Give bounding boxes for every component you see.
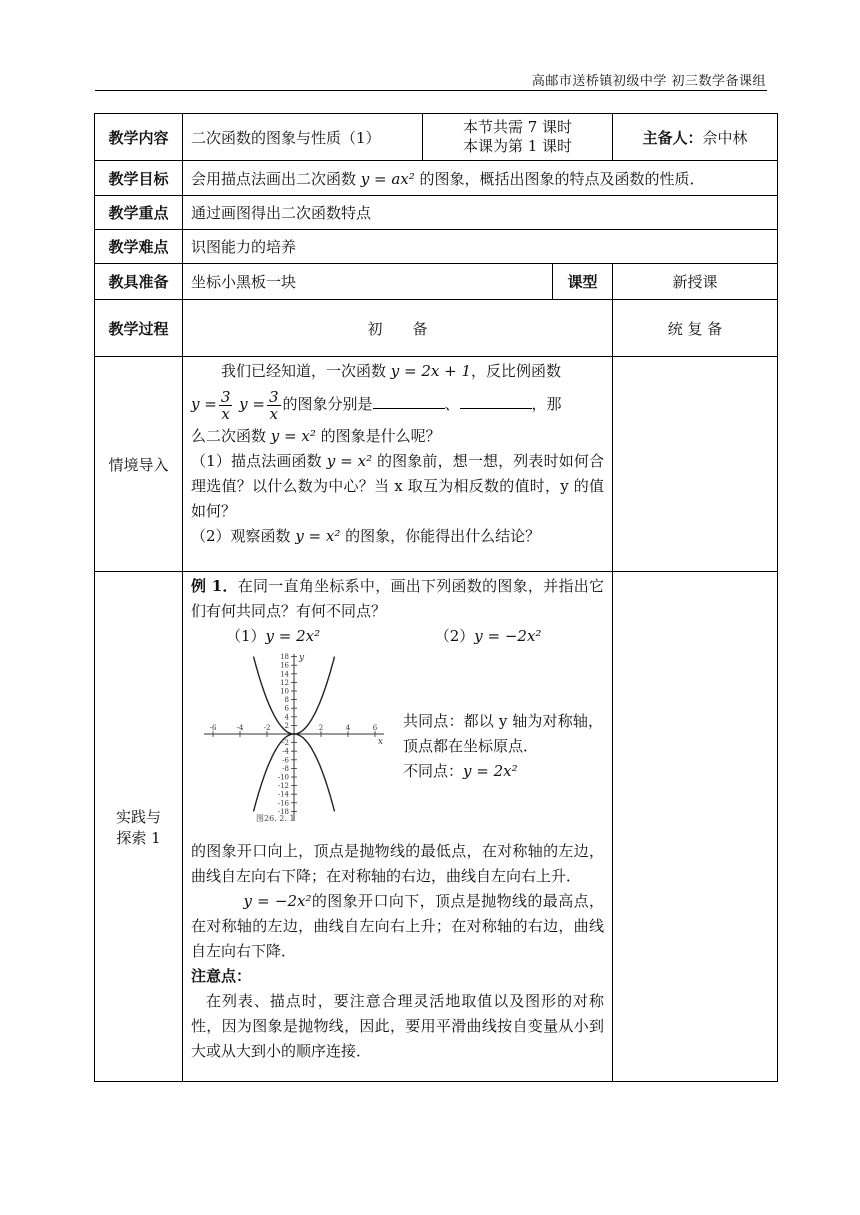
label-process: 教学过程 (95, 300, 183, 357)
graph-caption: 图26. 2. 1 (256, 814, 295, 823)
f1-no: （1） (226, 627, 266, 645)
x-tick-label: -2 (263, 724, 271, 732)
y-tick-label: 4 (284, 713, 289, 722)
intro-content (183, 357, 613, 572)
y-tick-label: -8 (282, 764, 289, 773)
intro-q1-formula: y = x² (326, 452, 373, 470)
f2-formula: y = −2x² (474, 627, 542, 645)
hours-current: 本课为第 1 课时 (462, 137, 573, 155)
x-tick-label: -6 (209, 724, 217, 732)
intro-sep: 、 (444, 395, 460, 413)
goal-pre: 会用描点法画出二次函数 (191, 169, 361, 188)
graph-side-text (403, 709, 603, 784)
f1-formula: y = 2x² (265, 627, 321, 645)
note-text: 在列表、描点时，要注意合理灵活地取值以及图形的对称性，因为图象是抛物线，因此，要用平滑曲线按自变量从小到大或从大到小的顺序连接． (191, 992, 604, 1060)
label-content: 教学内容 (95, 114, 183, 161)
intro-q1-pre: （1）描点法画函数 (191, 452, 327, 470)
col-review-prep: 统 复 备 (613, 300, 778, 357)
diff-pre: 不同点： (403, 762, 464, 780)
y-tick-label: 10 (280, 687, 289, 696)
y-tick-label: -10 (277, 773, 289, 782)
intro-p3-formula: y = x² (270, 427, 316, 445)
x-tick-label: -4 (236, 724, 244, 732)
frac1-num: 3 (220, 387, 231, 406)
y-axis-label: y (299, 653, 305, 663)
header-rule (95, 90, 767, 91)
common-point: 共同点：都以 y 轴为对称轴，顶点都在坐标原点． (403, 712, 603, 755)
lesson-type: 新授课 (613, 264, 778, 300)
neg-formula: y = −2x² (243, 892, 312, 910)
y-tick-label: -2 (282, 739, 289, 748)
preparer-label: 主备人： (642, 128, 703, 147)
intro-q2 (191, 524, 604, 549)
y-tick-label: -14 (277, 790, 289, 799)
y-tick-label: 18 (280, 653, 289, 662)
lesson-topic: 二次函数的图象与性质（1） (183, 114, 423, 161)
lesson-plan-table (94, 113, 778, 1082)
label-key: 教学重点 (95, 196, 183, 230)
preparer-name: 佘中林 (702, 128, 748, 147)
lesson-goal (183, 161, 778, 196)
y-tick-label: -16 (277, 799, 289, 808)
answer-blank-2 (460, 393, 532, 409)
label-practice-1: 实践与 (115, 807, 161, 826)
y-tick-label: -18 (277, 807, 289, 816)
example-functions (191, 624, 604, 649)
para-neg (191, 889, 604, 964)
y-tick-label: -6 (282, 756, 289, 765)
intro-q2-pre: （2）观察函数 (191, 527, 296, 545)
goal-post: 的图象，概括出图象的特点及函数的性质． (414, 169, 705, 188)
diff-formula: y = 2x² (463, 762, 518, 780)
practice-review-cell (613, 572, 778, 1082)
intro-q2-formula: y = x² (295, 527, 341, 545)
preparer (613, 114, 778, 161)
x-axis-label: x (377, 737, 383, 747)
diff-text: 的图象开口向上，顶点是抛物线的最低点，在对称轴的左边，曲线自左向右下降；在对称轴的右边，曲线自左向右上升． (191, 842, 604, 885)
y-tick-label: 8 (284, 696, 289, 705)
example-title: 例 1． (191, 577, 238, 595)
y-tick-label: 12 (280, 678, 289, 687)
intro-q1-post: 的图象前，想一想，列表时如何合理选值？以什么数为中心？当 x 取互为相反数的值时，y 的值如何？ (191, 452, 604, 520)
col-initial-prep: 初 备 (183, 300, 613, 357)
example-text: 在同一直角坐标系中，画出下列函数的图象，并指出它们有何共同点？有何不同点？ (191, 577, 604, 620)
hours-total: 本节共需 7 课时 (462, 118, 573, 136)
parabola-graph (199, 649, 389, 829)
lesson-hours (423, 114, 613, 161)
intro-y2: y = (239, 395, 265, 413)
graph-area (191, 649, 604, 839)
intro-p3 (191, 424, 604, 449)
lesson-key: 通过画图得出二次函数特点 (183, 196, 778, 230)
x-tick-label: 6 (372, 724, 378, 732)
label-practice (95, 572, 183, 1082)
intro-p1-pre: 我们已经知道，一次函数 (221, 362, 391, 380)
label-goal: 教学目标 (95, 161, 183, 196)
header-school: 高邮市送桥镇初级中学 初三数学备课组 (531, 74, 766, 89)
intro-f-linear: y = 2x + 1 (390, 362, 472, 380)
y-tick-label: -12 (277, 782, 289, 791)
intro-review-cell (613, 357, 778, 572)
intro-p3-pre: 么二次函数 (191, 427, 271, 445)
intro-q1 (191, 449, 604, 524)
x-tick-label: 4 (345, 724, 351, 732)
practice-content (183, 572, 613, 1082)
diff-start (403, 759, 603, 784)
intro-frac-2 (267, 389, 281, 422)
intro-p1 (191, 359, 604, 384)
label-materials: 教具准备 (95, 264, 183, 300)
intro-p2 (191, 384, 604, 424)
f2-no: （2） (434, 627, 475, 645)
label-type: 课型 (553, 264, 613, 300)
lesson-difficulty: 识图能力的培养 (183, 230, 778, 264)
neg-text: 的图象开口向下，顶点是抛物线的最高点，在对称轴的左边，曲线自左向右上升；在对称轴的右边，曲线自左向右下降． (191, 892, 604, 960)
goal-formula: y = ax² (360, 169, 415, 188)
label-practice-2: 探索 1 (116, 828, 161, 847)
intro-p3-post: 的图象是什么呢？ (315, 427, 441, 445)
label-difficulty: 教学难点 (95, 230, 183, 264)
lesson-materials: 坐标小黑板一块 (183, 264, 553, 300)
frac1-den: x (221, 404, 230, 423)
label-intro: 情境导入 (95, 357, 183, 572)
y-tick-label: 16 (280, 661, 289, 670)
intro-p2-end: ，那 (531, 395, 562, 413)
y-tick-label: -4 (282, 747, 289, 756)
intro-y1: y = (191, 395, 217, 413)
frac2-num: 3 (268, 387, 279, 406)
intro-p2-post: 的图象分别是 (282, 395, 373, 413)
example-1 (191, 574, 604, 624)
intro-frac-1 (219, 389, 233, 422)
y-tick-label: 14 (280, 670, 289, 679)
intro-p1-mid: ，反比例函数 (471, 362, 562, 380)
y-tick-label: 6 (284, 704, 289, 713)
answer-blank-1 (373, 393, 445, 409)
y-tick-label: 2 (284, 721, 289, 730)
frac2-den: x (269, 404, 278, 423)
note-title: 注意点： (191, 967, 252, 985)
intro-q2-post: 的图象，你能得出什么结论？ (340, 527, 541, 545)
x-tick-label: 2 (318, 724, 324, 732)
